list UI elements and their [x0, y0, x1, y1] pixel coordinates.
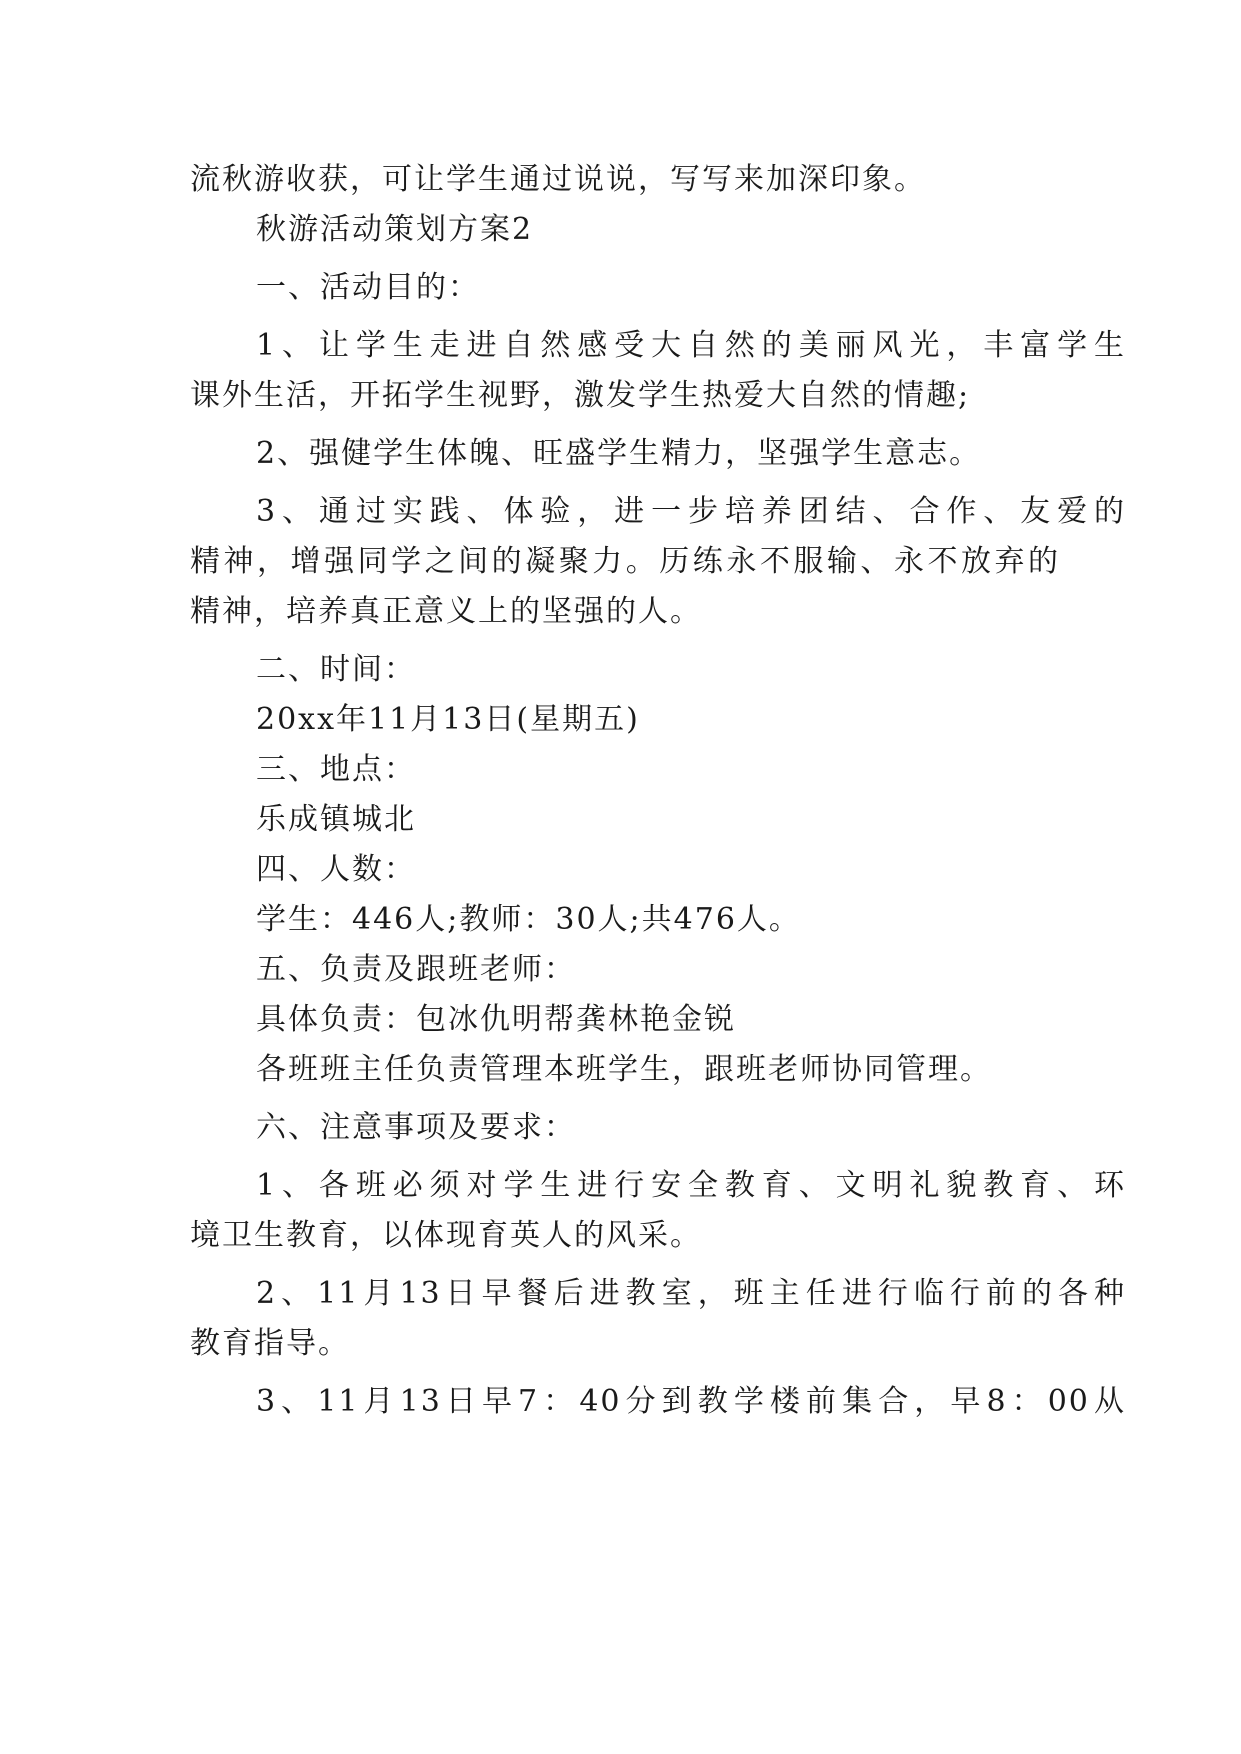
text-line: 3、11月13日早7：40分到教学楼前集合，早8：00从 [256, 1384, 1126, 1419]
section-title: 秋游活动策划方案2 [256, 212, 534, 247]
text-line: 教育指导。 [190, 1326, 350, 1361]
section-heading: 六、注意事项及要求： [256, 1110, 576, 1145]
text-line: 具体负责：包冰仇明帮龚林艳金锐 [256, 1002, 736, 1037]
text-line: 2、11月13日早餐后进教室，班主任进行临行前的各种 [256, 1276, 1126, 1311]
text-line: 流秋游收获，可让学生通过说说，写写来加深印象。 [190, 162, 926, 197]
section-heading: 一、活动目的： [256, 270, 480, 305]
section-heading: 四、人数： [256, 852, 416, 887]
text-line: 3、通过实践、体验，进一步培养团结、合作、友爱的 [256, 494, 1126, 529]
text-line: 精神，增强同学之间的凝聚力。历练永不服输、永不放弃的 [190, 544, 1060, 579]
text-line: 学生：446人;教师：30人;共476人。 [256, 902, 801, 937]
text-line: 精神，培养真正意义上的坚强的人。 [190, 594, 702, 629]
text-line: 1、各班必须对学生进行安全教育、文明礼貌教育、环 [256, 1168, 1126, 1203]
text-line: 各班班主任负责管理本班学生，跟班老师协同管理。 [256, 1052, 992, 1087]
text-line: 2、强健学生体魄、旺盛学生精力，坚强学生意志。 [256, 436, 982, 471]
section-heading: 二、时间： [256, 652, 416, 687]
section-heading: 五、负责及跟班老师： [256, 952, 576, 987]
text-line: 课外生活，开拓学生视野，激发学生热爱大自然的情趣; [190, 378, 971, 413]
text-line: 1、让学生走进自然感受大自然的美丽风光，丰富学生 [256, 328, 1126, 363]
text-line: 20xx年11月13日(星期五) [256, 702, 640, 737]
section-heading: 三、地点： [256, 752, 416, 787]
document-page [190, 155, 1126, 1427]
text-line: 乐成镇城北 [256, 802, 416, 837]
text-line: 境卫生教育，以体现育英人的风采。 [190, 1218, 702, 1253]
